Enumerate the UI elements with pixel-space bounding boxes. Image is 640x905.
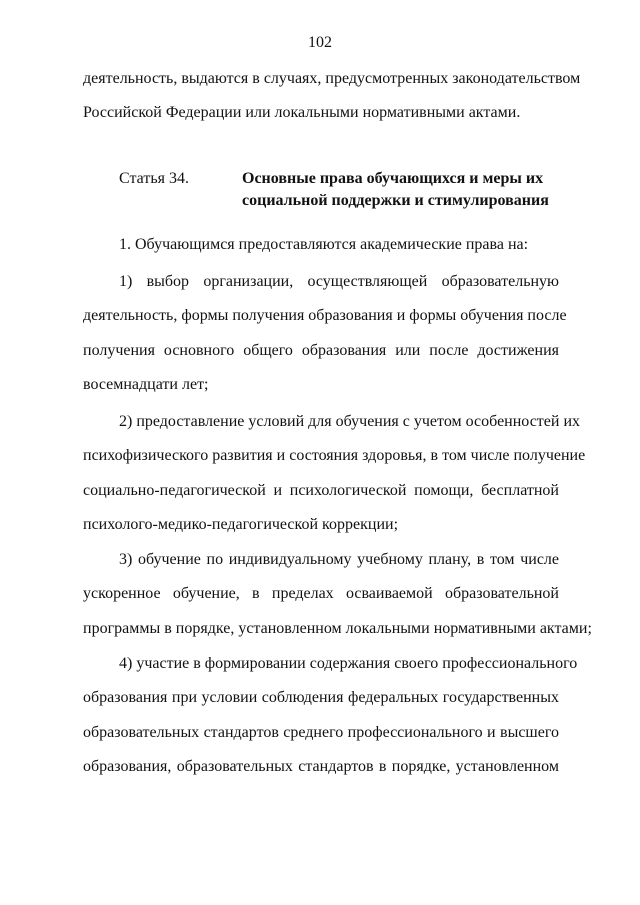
item-4-line-3: образовательных стандартов среднего профессионального и высшего (83, 723, 559, 741)
intro-paragraph (83, 62, 581, 131)
item-2-line-2: психофизического развития и состояния здоровья, в том числе получение (83, 447, 586, 465)
article-title-line-2: социальной поддержки и стимулирования (242, 192, 549, 209)
item-1-line-2: деятельность, формы получения образования и формы обучения после (83, 307, 567, 325)
clause-1-paragraph (83, 228, 559, 262)
item-3-line-1: 3) обучение по индивидуальному учебному плану, в том числе (119, 551, 559, 568)
item-3-line-2: ускоренное обучение, в пределах осваиваемой образовательной (83, 585, 559, 603)
item-4-line-1: 4) участие в формировании содержания своего профессионального (119, 655, 578, 672)
item-1-line-3: получения основного общего образования или после достижения (83, 341, 559, 359)
item-3-line-3: программы в порядке, установленном локальными нормативными актами; (83, 619, 592, 637)
article-title-line-1: Основные права обучающихся и меры их (242, 170, 544, 187)
article-number: Статья 34. (119, 170, 189, 187)
item-2-paragraph (83, 405, 586, 543)
article-title (242, 168, 549, 212)
item-1-line-1: 1) выбор организации, осуществляющей образовательную (119, 273, 559, 290)
page-number: 102 (308, 34, 332, 51)
item-2-line-3: социально-педагогической и психологической помощи, бесплатной (83, 481, 559, 499)
item-4-line-2: образования при условии соблюдения федеральных государственных (83, 689, 559, 707)
item-1-line-4: восемнадцати лет; (83, 376, 209, 394)
item-4-paragraph (83, 647, 578, 785)
item-2-line-4: психолого-медико-педагогической коррекции; (83, 516, 399, 534)
item-4-line-4: образования, образовательных стандартов в порядке, установленном (83, 758, 559, 776)
item-3-paragraph (83, 543, 592, 646)
intro-line-1: деятельность, выдаются в случаях, предусмотренных законодательством (83, 70, 581, 87)
clause-1-line-1: 1. Обучающимся предоставляются академические права на: (119, 236, 529, 253)
item-2-line-1: 2) предоставление условий для обучения с учетом особенностей их (119, 413, 581, 430)
item-1-paragraph (83, 265, 567, 403)
intro-line-2: Российской Федерации или локальными нормативными актами. (83, 104, 521, 122)
